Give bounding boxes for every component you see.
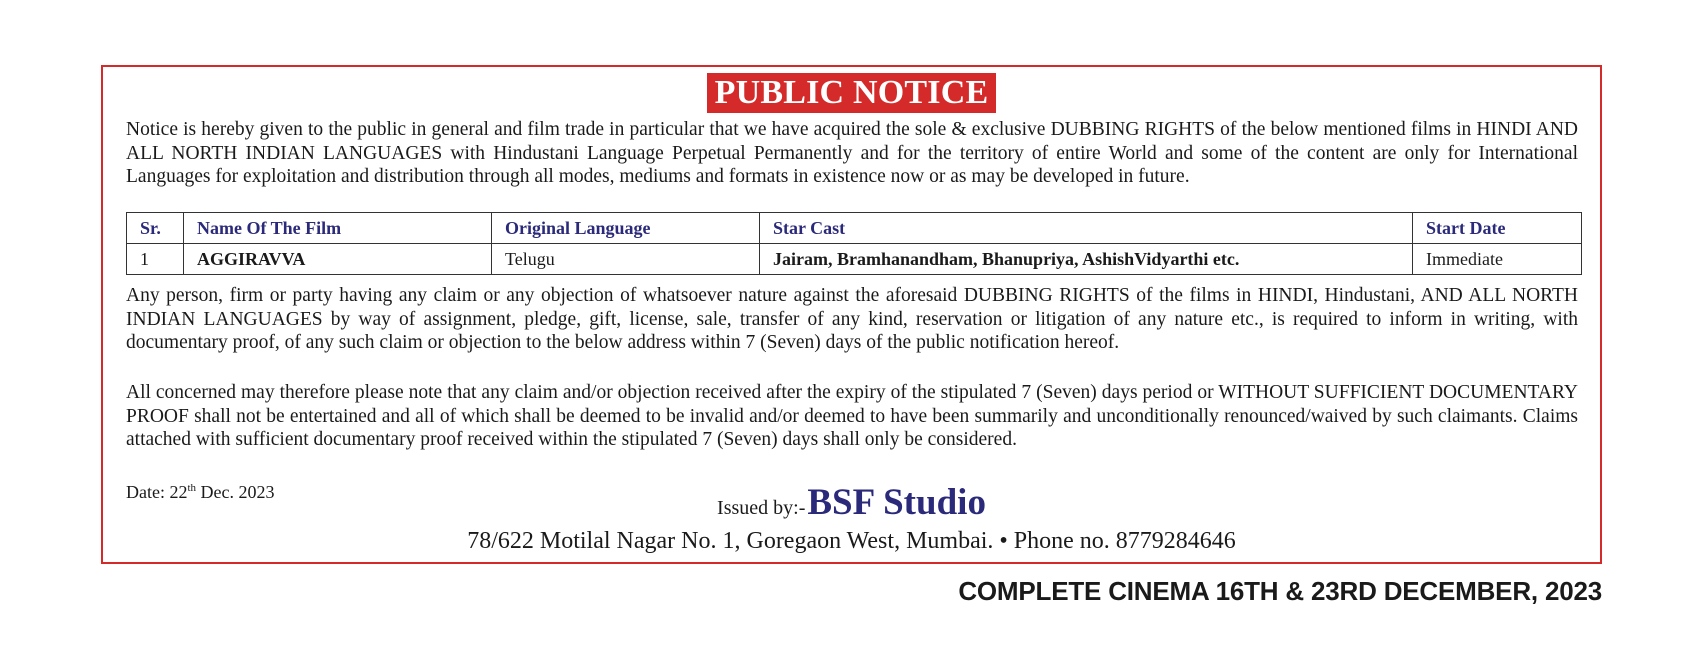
intro-paragraph: Notice is hereby given to the public in general and film trade in particular that we have acquired the sole & exclusive DUBBING RIGHTS of the below mentioned films in HINDI AND ALL NORTH INDIAN LANGUAGES with Hindustani Language Perpetual Permanently and for the territory of entire World and some of the content are only for International Languages for exploitation and distribution through all modes, mediums and formats in existence now or as may be developed in future. <box>126 119 1578 187</box>
cell-star-cast: Jairam, Bramhanandham, Bhanupriya, AshishVidyarthi etc. <box>760 244 1413 275</box>
header-sr: Sr. <box>127 213 184 244</box>
cell-sr: 1 <box>127 244 184 275</box>
date-day: 22 <box>169 482 188 502</box>
date-label: Date: <box>126 482 170 502</box>
cell-start-date: Immediate <box>1413 244 1582 275</box>
date-rest: Dec. 2023 <box>196 482 275 502</box>
concerned-paragraph: All concerned may therefore please note that any claim and/or objection received after the expiry of the stipulated 7 (Seven) days period or WITHOUT SUFFICIENT DOCUMENTARY PROOF shall not be entertained and all of which shall be deemed to be invalid and/or deemed to have been summarily and unconditionally renounced/waived by such claimants. Claims attached with sufficient documentary proof received within the stipulated 7 (Seven) days shall only be considered. <box>126 382 1578 450</box>
studio-name: BSF Studio <box>807 482 986 523</box>
header-star-cast: Star Cast <box>760 213 1413 244</box>
objection-paragraph: Any person, firm or party having any claim or any objection of whatsoever nature against the aforesaid DUBBING RIGHTS of the films in HINDI, Hindustani, AND ALL NORTH INDIAN LANGUAGES by way of assignment, pledge, gift, license, sale, transfer of any kind, reservation or litigation of any nature etc., is required to inform in writing, with documentary proof, of any such claim or objection to the below address within 7 (Seven) days of the public notification hereof. <box>126 285 1578 353</box>
studio-address: 78/622 Motilal Nagar No. 1, Goregaon West, Mumbai. • Phone no. 8779284646 <box>467 528 1236 554</box>
films-table <box>126 212 1582 275</box>
publication-footer: COMPLETE CINEMA 16TH & 23RD DECEMBER, 2023 <box>958 576 1602 606</box>
heading-wrap <box>103 73 1600 113</box>
cell-original-language: Telugu <box>492 244 760 275</box>
issued-by <box>103 481 1600 524</box>
header-start-date: Start Date <box>1413 213 1582 244</box>
cell-film-name: AGGIRAVVA <box>184 244 492 275</box>
public-notice-box <box>101 65 1602 564</box>
table-row <box>127 244 1582 275</box>
header-original-language: Original Language <box>492 213 760 244</box>
header-film-name: Name Of The Film <box>184 213 492 244</box>
issued-by-label: Issued by:- <box>717 497 806 519</box>
notice-heading: PUBLIC NOTICE <box>707 73 997 113</box>
date-day-suffix: th <box>187 482 197 494</box>
table-header-row <box>127 213 1582 244</box>
